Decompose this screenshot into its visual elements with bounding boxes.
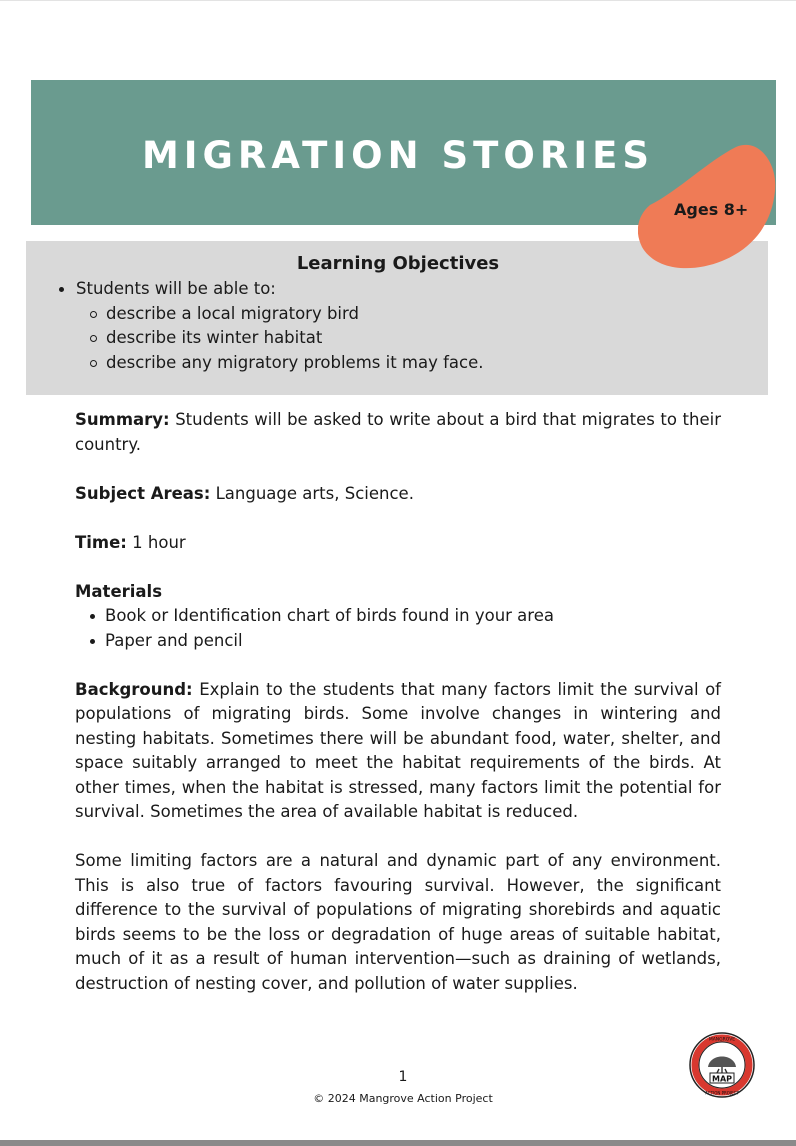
objective-item: describe its winter habitat bbox=[106, 326, 484, 351]
materials-item: Paper and pencil bbox=[105, 629, 721, 654]
objectives-intro bbox=[76, 277, 484, 375]
logo-text: MAP bbox=[711, 1074, 733, 1084]
objective-item: describe any migratory problems it may face. bbox=[106, 351, 484, 376]
summary-text: Students will be asked to write about a bird that migrates to their country. bbox=[75, 410, 721, 454]
page-title: MIGRATION STORIES bbox=[141, 134, 655, 177]
materials-list bbox=[75, 604, 721, 653]
objectives-sublist bbox=[76, 302, 484, 376]
time-text: 1 hour bbox=[126, 532, 186, 552]
objectives-intro-text: Students will be able to: bbox=[76, 279, 276, 298]
logo-bottom-text: ACTION PROJECT bbox=[705, 1090, 739, 1096]
logo-top-text: MANGROVE bbox=[708, 1037, 736, 1043]
background-label: Background: bbox=[75, 679, 193, 699]
copyright-notice: © 2024 Mangrove Action Project bbox=[313, 1092, 493, 1105]
background-text: Explain to the students that many factors limit the survival of populations of migrating birds. Some involve changes in wintering and nesting habitats. Sometimes there will be abundant food, water, shelter, and space suitably arranged to meet the habitat requirements of the birds. At other times, when the habitat is stressed, many factors limit the potential for survival. Sometimes the area of available habitat is reduced. bbox=[75, 679, 721, 821]
summary-paragraph bbox=[75, 408, 721, 457]
time-label: Time: bbox=[75, 532, 127, 552]
summary-label: Summary: bbox=[75, 410, 170, 429]
ages-badge: Ages 8+ bbox=[674, 200, 749, 219]
subject-areas-label: Subject Areas: bbox=[75, 483, 211, 503]
bottom-border bbox=[0, 1140, 796, 1146]
mangrove-action-project-logo bbox=[688, 1031, 756, 1099]
objectives-heading: Learning Objectives bbox=[296, 253, 500, 274]
background-paragraph bbox=[75, 678, 721, 825]
subject-areas-paragraph bbox=[75, 482, 721, 507]
objective-item: describe a local migratory bird bbox=[106, 302, 484, 327]
materials-heading: Materials bbox=[75, 581, 163, 601]
lesson-content bbox=[75, 408, 721, 1021]
subject-areas-text: Language arts, Science. bbox=[210, 483, 414, 503]
objectives-list bbox=[76, 277, 484, 375]
time-paragraph bbox=[75, 531, 721, 556]
limiting-factors-paragraph: Some limiting factors are a natural and dynamic part of any environment. This is also true of factors favouring survival. However, the significant difference to the survival of populations of migrating shorebirds and aquatic birds seems to be the loss or degradation of huge areas of suitable habitat, much of it as a result of human intervention—such as draining of wetlands, destruction of nesting cover, and pollution of water supplies. bbox=[75, 851, 721, 993]
materials-item: Book or Identification chart of birds found in your area bbox=[105, 604, 721, 629]
page-number: 1 bbox=[398, 1069, 408, 1085]
top-border bbox=[0, 0, 796, 1]
